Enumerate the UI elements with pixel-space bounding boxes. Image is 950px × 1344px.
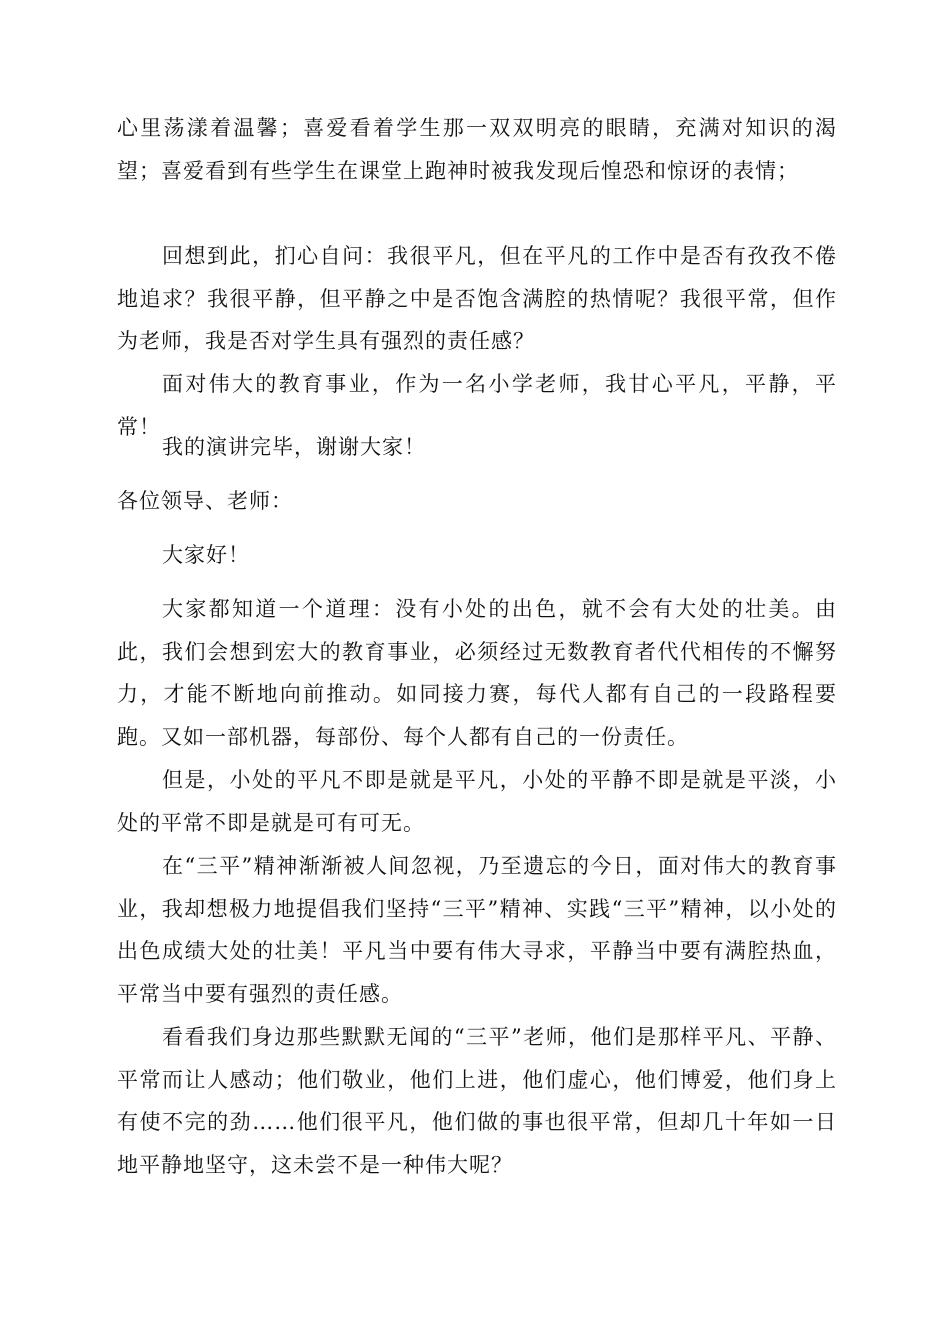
- paragraph: 各位领导、老师：: [117, 489, 293, 513]
- paragraph: 回想到此，扪心自问：我很平凡，但在平凡的工作中是否有孜孜不倦地追求？我很平静，但平静之中是否饱含满腔的热情呢？我很平常，但作为老师，我是否对学生具有强烈的责任感？: [117, 244, 837, 354]
- paragraph: 在“三平”精神渐渐被人间忽视，乃至遗忘的今日，面对伟大的教育事业，我却想极力地提倡我们坚持“三平”精神、实践“三平”精神，以小处的出色成绩大处的壮美！平凡当中要有伟大寻求，平静当中要有满腔热血，平常当中要有强烈的责任感。: [117, 854, 837, 1007]
- paragraph: 大家都知道一个道理：没有小处的出色，就不会有大处的壮美。由此，我们会想到宏大的教育事业，必须经过无数教育者代代相传的不懈努力，才能不断地向前推动。如同接力赛，每代人都有自己的一段路程要跑。又如一部机器，每部份、每个人都有自己的一份责任。: [117, 597, 837, 750]
- paragraph: 我的演讲完毕，谢谢大家！: [162, 435, 426, 459]
- paragraph: 心里荡漾着温馨；喜爱看着学生那一双双明亮的眼睛，充满对知识的渴望；喜爱看到有些学生在课堂上跑神时被我发现后惶恐和惊讶的表情；: [117, 116, 837, 183]
- paragraph: 面对伟大的教育事业，作为一名小学老师，我甘心平凡，平静，平常！: [117, 372, 837, 439]
- paragraph: 但是，小处的平凡不即是就是平凡，小处的平静不即是就是平淡，小处的平常不即是就是可有可无。: [117, 768, 837, 835]
- paragraph: 大家好！: [162, 543, 250, 567]
- paragraph: 看看我们身边那些默默无闻的“三平”老师，他们是那样平凡、平静、平常而让人感动；他们敬业，他们上进，他们虚心，他们博爱，他们身上有使不完的劲……他们很平凡，他们做的事也很平常，但却几十年如一日地平静地坚守，这未尝不是一种伟大呢？: [117, 1025, 837, 1178]
